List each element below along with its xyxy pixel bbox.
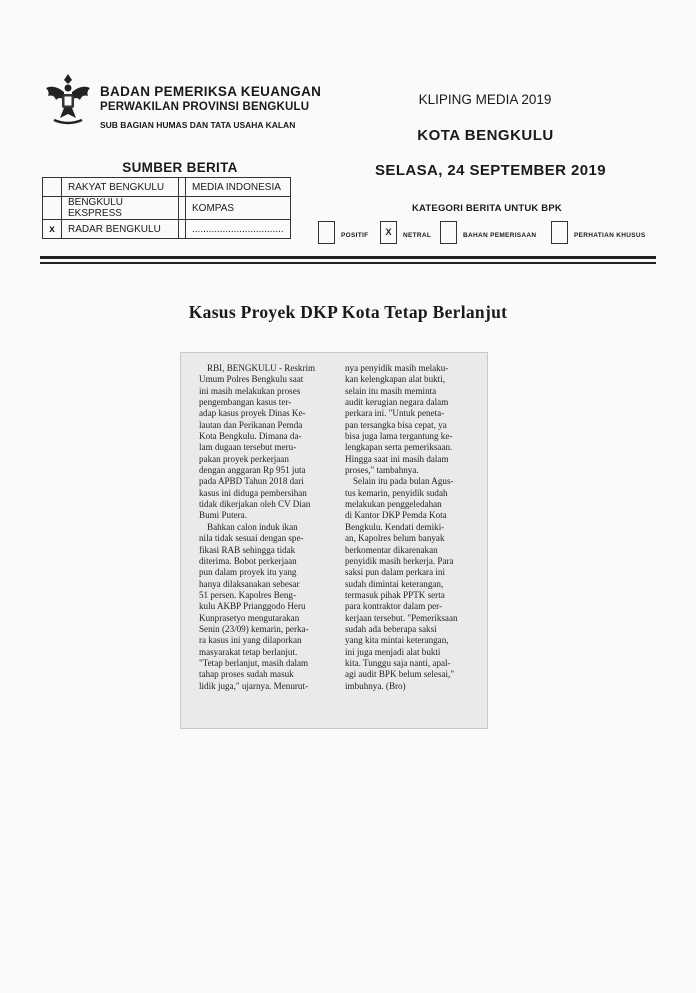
source-row (43, 197, 291, 220)
kategori-checkbox-bahan (440, 221, 457, 244)
source-row (43, 178, 291, 197)
article-line: lidik juga," ujarnya. Menurut- (199, 680, 309, 691)
article-line: Senin (23/09) kemarin, perka- (199, 623, 309, 634)
article-line: fikasi RAB sehingga tidak (199, 544, 296, 555)
article-line: selain itu masih meminta (345, 385, 437, 396)
article-line: an, Kapolres belum banyak (345, 533, 445, 544)
article-line: nya penyidik masih melaku- (345, 363, 449, 373)
kategori-label-netral: NETRAL (403, 232, 432, 239)
article-line: termasuk pihak PPTK serta (345, 589, 445, 600)
article-headline: Kasus Proyek DKP Kota Tetap Berlanjut (188, 302, 508, 322)
article-line: "Tetap berlanjut, masih dalam (199, 657, 309, 668)
article-line: agi audit BPK belum selesai," (345, 669, 455, 680)
article-line: Umum Polres Bengkulu saat (199, 374, 304, 385)
article-line: perkara ini. "Untuk peneta- (345, 408, 445, 419)
article-line: lam dugaan tersebut meru- (199, 442, 297, 453)
source-mark (43, 178, 62, 197)
article-line: lengkapan serta pemeriksaan. (345, 442, 453, 453)
header-divider (40, 256, 656, 259)
article-line: RBI, BENGKULU - Reskrim (207, 363, 316, 373)
source-name: BENGKULU EKSPRESS (62, 197, 179, 220)
article-line: 51 persen. Kapolres Beng- (199, 589, 296, 600)
article-line: pan tersangka bisa cepat, ya (345, 419, 447, 430)
article-line: Selain itu pada bulan Agus- (353, 476, 454, 487)
article-line: Kunprasetyo mengutarakan (199, 612, 300, 623)
article-line: berkomentar dikarenakan (345, 544, 438, 555)
kliping-title: KLIPING MEDIA 2019 (418, 92, 552, 107)
article-line: pengembangan kasus ter- (199, 397, 292, 408)
article-line: lautan dan Perikanan Pemda (199, 419, 303, 430)
article-line: kerjaan tersebut. "Pemeriksaan (345, 612, 458, 623)
article-line: sudah ada beberapa saksi (345, 623, 437, 634)
header-divider (40, 262, 656, 264)
source-name: RADAR BENGKULU (62, 220, 179, 239)
article-line: ini masih melakukan proses (199, 385, 301, 396)
article-line: adap kasus proyek Dinas Ke- (199, 408, 306, 419)
org-subdivision: SUB BAGIAN HUMAS DAN TATA USAHA KALAN (100, 120, 296, 130)
article-line: ini juga menjadi alat bukti (345, 646, 441, 657)
article-line: Bumi Putera. (199, 510, 247, 521)
article-line: pakan proyek perkerjaan (199, 453, 289, 464)
source-gap (179, 197, 186, 220)
kategori-checkbox-positif (318, 221, 335, 244)
source-mark (43, 197, 62, 220)
garuda-emblem-icon (42, 70, 94, 128)
kategori-checkbox-netral: X (380, 221, 397, 244)
article-line: kulu AKBP Prianggodo Heru (199, 601, 306, 612)
source-gap (179, 178, 186, 197)
article-line: Hingga saat ini masih dalam (345, 453, 449, 464)
article-line: diterima. Bobot perkerjaan (199, 555, 297, 566)
article-line: bisa juga lama tergantung ke- (345, 431, 453, 442)
source-name: MEDIA INDONESIA (186, 178, 291, 197)
article-line: dengan anggaran Rp 951 juta (199, 465, 306, 476)
kategori-label-perhatian: PERHATIAN KHUSUS (574, 232, 646, 239)
news-clipping (180, 352, 488, 729)
article-line: yang kita mintai keterangan, (345, 635, 449, 646)
source-name: ................................. (186, 220, 291, 239)
source-mark: x (43, 220, 62, 239)
org-name: BADAN PEMERIKSA KEUANGAN (100, 84, 322, 99)
source-name: RAKYAT BENGKULU (62, 178, 179, 197)
kategori-label-positif: POSITIF (341, 232, 369, 239)
article-line: di Kantor DKP Pemda Kota (345, 510, 447, 521)
article-line: para kontraktor dalam per- (345, 601, 443, 612)
source-gap (179, 220, 186, 239)
source-table (42, 177, 291, 239)
article-line: kita. Tunggu saja nanti, apal- (345, 657, 451, 668)
source-name: KOMPAS (186, 197, 291, 220)
kategori-checkbox-perhatian (551, 221, 568, 244)
article-line: melakukan penggeledahan (345, 499, 442, 510)
article-line: hanya dilaksanakan sebesar (199, 578, 300, 589)
article-line: nila tidak sesuai dengan spe- (199, 533, 304, 544)
article-line: penyidik masih berkerja. Para (345, 555, 454, 566)
source-row (43, 220, 291, 239)
article-line: masyarakat tetap berlanjut. (199, 646, 298, 657)
article-line: audit kerugian negara dalam (345, 397, 449, 408)
article-line: Bahkan calon induk ikan (207, 521, 298, 532)
article-line: saksi pun dalam perkara ini (345, 567, 446, 578)
article-column-2 (345, 363, 485, 692)
article-line: imbuhnya. (Bro) (345, 680, 406, 691)
article-line: kan kelengkapan alat bukti, (345, 374, 445, 385)
article-line: tus kemarin, penyidik sudah (345, 487, 448, 498)
article-line: pada APBD Tahun 2018 dari (199, 476, 304, 487)
article-line: ra kasus ini yang dilaporkan (199, 635, 302, 646)
article-line: pun dalam proyek itu yang (199, 567, 297, 578)
sumber-berita-title: SUMBER BERITA (122, 160, 238, 175)
article-line: Kota Bengkulu. Dimana da- (199, 431, 302, 442)
city-title: KOTA BENGKULU (417, 127, 554, 144)
date-title: SELASA, 24 SEPTEMBER 2019 (375, 162, 606, 179)
kategori-title: KATEGORI BERITA UNTUK BPK (412, 203, 562, 214)
article-line: kasus ini diduga pembersihan (199, 487, 307, 498)
article-line: sudah dimintai keterangan, (345, 578, 444, 589)
article-line: tidak dikerjakan oleh CV Dian (199, 499, 311, 510)
article-line: Bengkulu. Kendati demiki- (345, 521, 445, 532)
org-branch: PERWAKILAN PROVINSI BENGKULU (100, 101, 310, 113)
kategori-label-bahan: BAHAN PEMERISAAN (463, 232, 537, 239)
article-line: tahap proses sudah masuk (199, 669, 294, 680)
article-line: proses," tambahnya. (345, 465, 419, 476)
article-column-1 (199, 363, 339, 692)
